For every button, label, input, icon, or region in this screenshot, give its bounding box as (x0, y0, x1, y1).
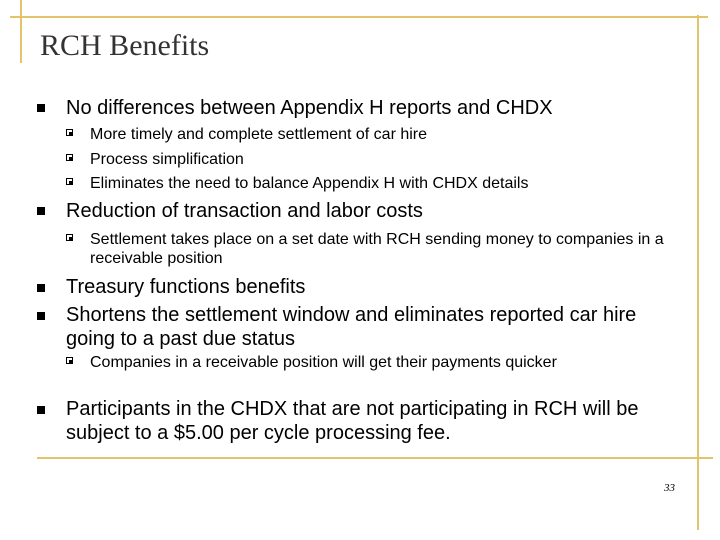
bullet-item: Shortens the settlement window and eliminates reported car hire going to a past due status (66, 304, 637, 350)
sub-bullet-item: Eliminates the need to balance Appendix H with CHDX details (90, 175, 529, 192)
page-number: 33 (664, 482, 675, 494)
sub-bullet-item: Process simplification (90, 151, 244, 168)
checkbox-bullet-icon (66, 129, 73, 136)
square-bullet-icon (37, 207, 45, 215)
square-bullet-icon (37, 104, 45, 112)
decorative-rule-left (20, 0, 22, 63)
sub-bullet-item: Companies in a receivable position will get their payments quicker (90, 354, 557, 371)
square-bullet-icon (37, 312, 45, 320)
decorative-rule-top (10, 16, 708, 18)
square-bullet-icon (37, 406, 45, 414)
decorative-rule-right (697, 15, 699, 530)
slide-title: RCH Benefits (40, 29, 210, 62)
bullet-item: Treasury functions benefits (66, 276, 306, 298)
bullet-item: No differences between Appendix H reports and CHDX (66, 97, 553, 119)
square-bullet-icon (37, 284, 45, 292)
checkbox-bullet-icon (66, 154, 73, 161)
decorative-rule-bottom (37, 457, 713, 459)
checkbox-bullet-icon (66, 178, 73, 185)
sub-bullet-item: Settlement takes place on a set date with RCH sending money to companies in a receivable position (90, 231, 664, 267)
bullet-item: Participants in the CHDX that are not participating in RCH will be subject to a $5.00 per cycle processing fee. (66, 398, 639, 444)
checkbox-bullet-icon (66, 234, 73, 241)
checkbox-bullet-icon (66, 357, 73, 364)
sub-bullet-item: More timely and complete settlement of car hire (90, 126, 428, 143)
bullet-item: Reduction of transaction and labor costs (66, 200, 423, 222)
